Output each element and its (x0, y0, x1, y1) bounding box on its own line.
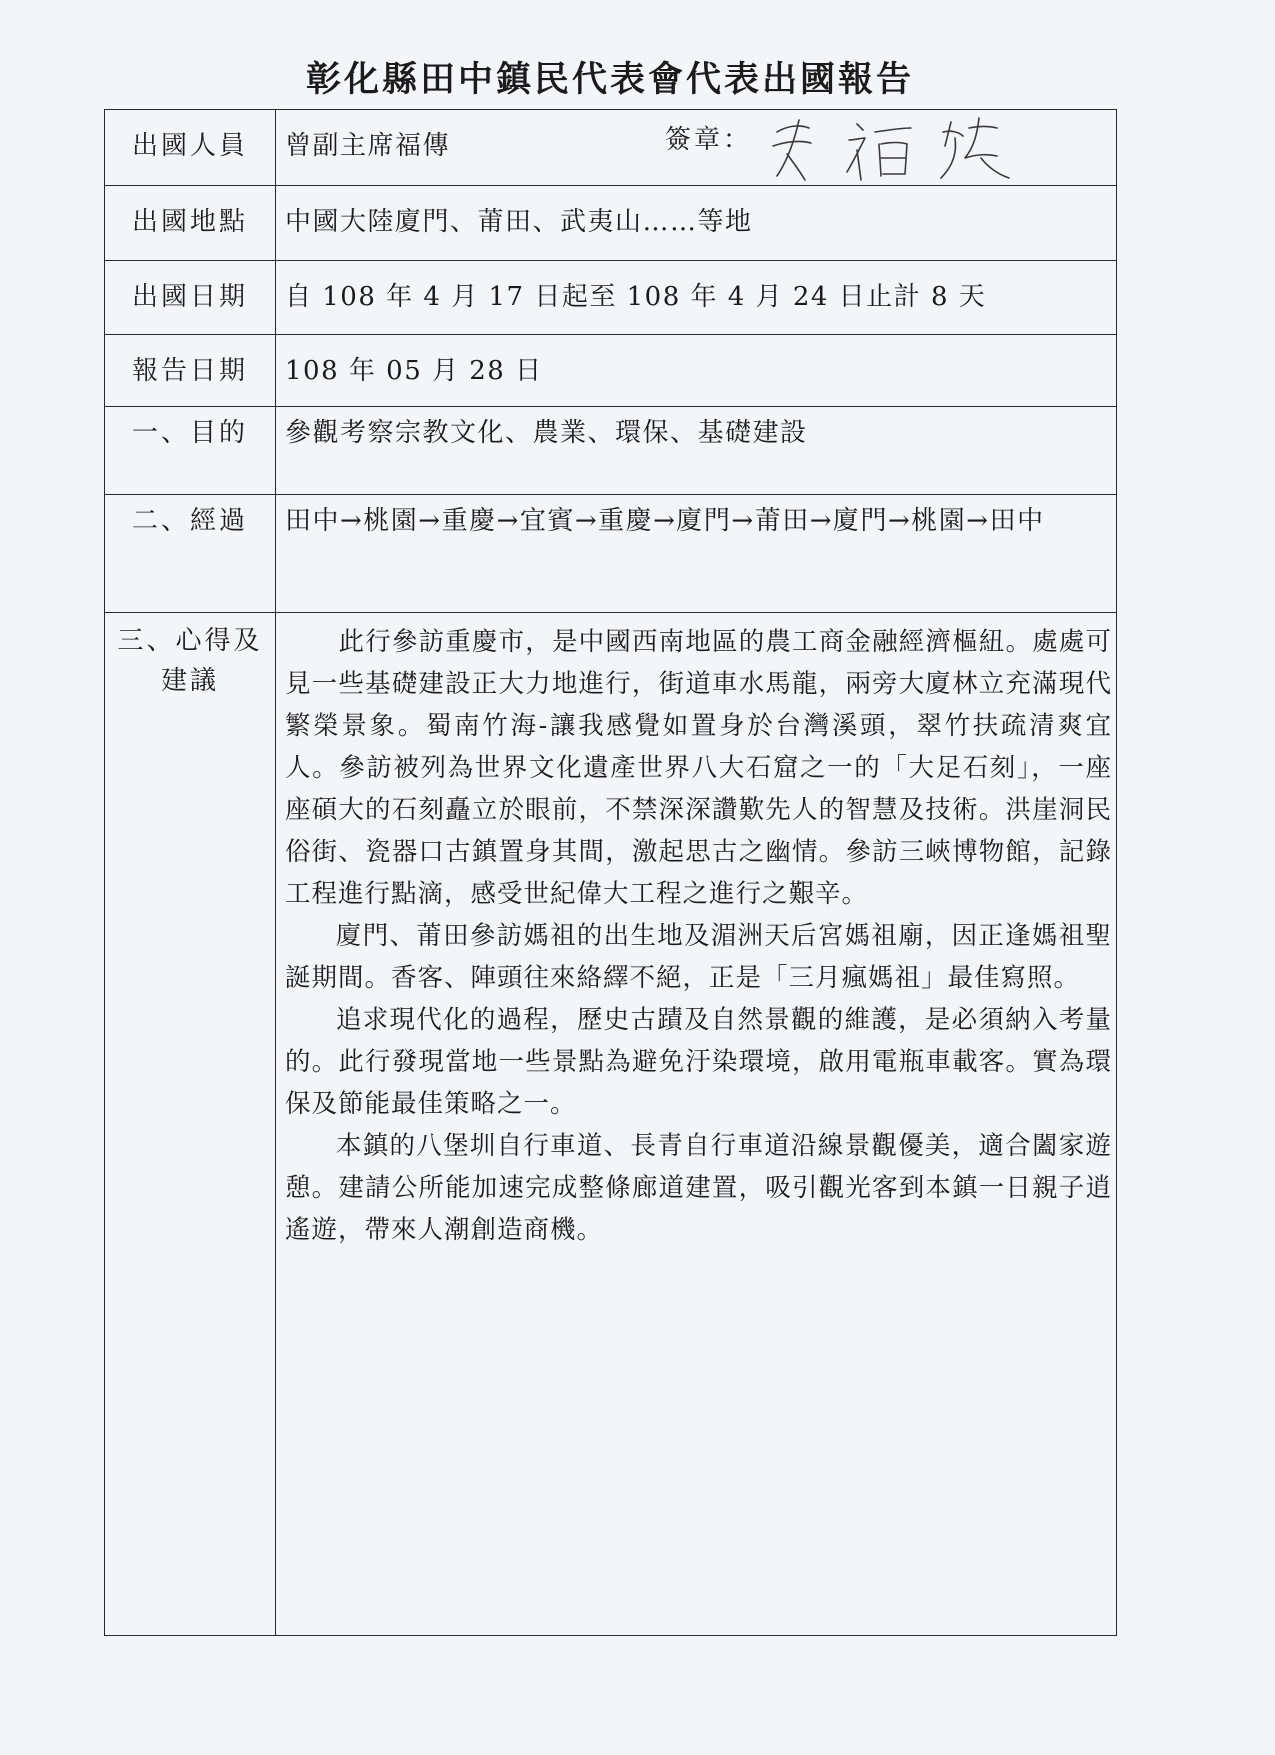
insights-paragraph: 廈門、莆田參訪媽祖的出生地及湄洲天后宮媽祖廟，因正逢媽祖聖誕期間。香客、陣頭往來絡繹不絕，正是「三月瘋媽祖」最佳寫照。 (285, 921, 1112, 993)
row-insights (105, 613, 1116, 1635)
row-traveler (105, 110, 1116, 186)
location-label: 出國地點 (131, 207, 248, 237)
row-location (105, 186, 1116, 261)
dates-label: 出國日期 (131, 282, 248, 312)
insights-paragraph: 本鎮的八堡圳自行車道、長青自行車道沿線景觀優美，適合闔家遊憩。建請公所能加速完成整條廊道建置，吸引觀光客到本鎮一日親子逍遙遊，帶來人潮創造商機。 (285, 1131, 1112, 1245)
insights-label-line2: 建議 (160, 666, 219, 696)
purpose-label: 一、目的 (131, 418, 248, 448)
signature-label: 簽章： (665, 125, 753, 155)
handwritten-signature (765, 110, 1015, 184)
insights-label-line1: 三、心得及 (117, 626, 263, 656)
insights-paragraph: 此行參訪重慶市，是中國西南地區的農工商金融經濟樞紐。處處可見一些基礎建設正大力地進行，街道車水馬龍，兩旁大廈林立充滿現代繁榮景象。蜀南竹海-讓我感覺如置身於台灣溪頭，翠竹扶疏清爽宜人。參訪被列為世界文化遺產世界八大石窟之一的「大足石刻」，一座座碩大的石刻矗立於眼前，不禁深深讚歎先人的智慧及技術。洪崖洞民俗街、瓷器口古鎮置身其間，激起思古之幽情。參訪三峽博物館，記錄工程進行點滴，感受世紀偉大工程之進行之艱辛。 (285, 627, 1112, 909)
process-label: 二、經過 (131, 506, 248, 536)
traveler-label: 出國人員 (131, 131, 248, 161)
process-value: 田中→桃園→重慶→宜賓→重慶→廈門→莆田→廈門→桃園→田中 (285, 506, 1045, 536)
row-report-date (105, 335, 1116, 407)
dates-value: 自 108 年 4 月 17 日起至 108 年 4 月 24 日止計 8 天 (285, 282, 987, 312)
report-date-label: 報告日期 (131, 356, 248, 386)
row-purpose (105, 407, 1116, 495)
report-form (104, 109, 1117, 1636)
insights-paragraph: 追求現代化的過程，歷史古蹟及自然景觀的維護，是必須納入考量的。此行發現當地一些景點為避免汙染環境，啟用電瓶車載客。實為環保及節能最佳策略之一。 (285, 1005, 1112, 1119)
row-process (105, 495, 1116, 613)
report-date-value: 108 年 05 月 28 日 (285, 356, 543, 386)
purpose-value: 參觀考察宗教文化、農業、環保、基礎建設 (285, 418, 808, 448)
insights-body (285, 621, 1112, 1251)
location-value: 中國大陸廈門、莆田、武夷山……等地 (285, 207, 753, 237)
traveler-value: 曾副主席福傳 (285, 131, 451, 161)
document-title: 彰化縣田中鎮民代表會代表出國報告 (305, 59, 914, 100)
insights-label (105, 621, 275, 701)
row-dates (105, 261, 1116, 335)
